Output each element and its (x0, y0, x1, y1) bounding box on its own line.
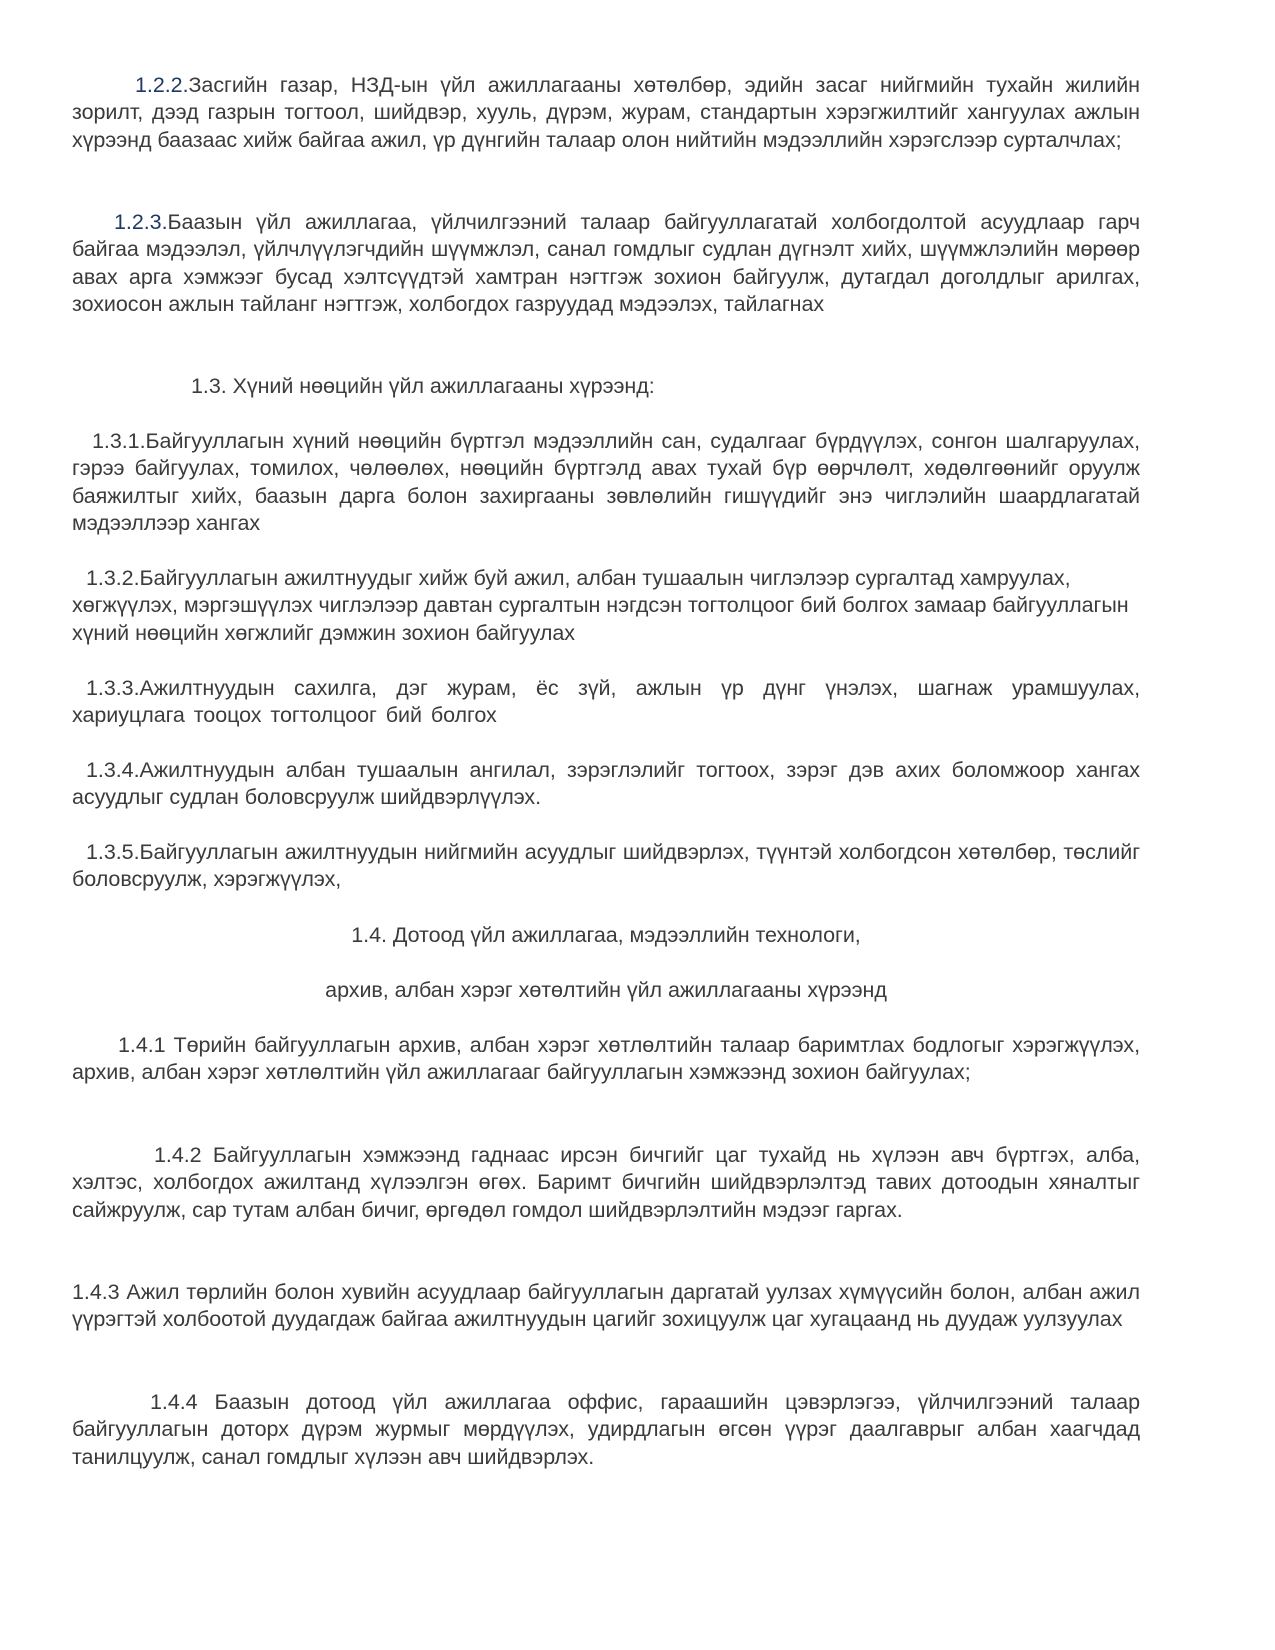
paragraph-text: Засгийн газар, НЗД-ын үйл ажиллагааны хөтөлбөр, эдийн засаг нийгмийн тухайн жилийн зорилт, дээд газрын тогтоол, шийдвэр, хууль, дүрэм, журам, стандартын хэрэгжилтийг хангуулах ажлын хүрээнд баазаас хийж байгаа ажил, үр дүнгийн талаар олон нийтийн мэдээллийн хэрэгслээр сурталчлах; (72, 73, 1140, 152)
paragraph-1-4-2 (72, 1142, 1140, 1224)
section-number: 1.2.2. (135, 73, 189, 97)
section-heading: архив, албан хэрэг хөтөлтийн үйл ажиллагааны хүрээнд (325, 978, 887, 1002)
section-number: 1.2.3. (114, 210, 168, 234)
heading-1-3 (72, 373, 1140, 400)
paragraph-text: 1.4.3 Ажил төрлийн болон хувийн асуудлаар байгууллагын даргатай уулзах хүмүүсийн болон, албан ажил үүрэгтэй холбоотой дуудагдаж байгаа ажилтнуудын цагийг зохицуулж цаг хугацаанд нь дуудаж уулзуулах (72, 1280, 1140, 1332)
paragraph-1-3-4 (72, 757, 1140, 812)
paragraph-text: Баазын үйл ажиллагаа, үйлчилгээний талаар байгууллагатай холбогдолтой асуудлаар гарч байгаа мэдээлэл, үйлчлүүлэгчдийн шүүмжлэл, санал гомдлыг судлан дүгнэлт хийх, шүүмжлэлийн мөрөөр авах арга хэмжээг бусад хэлтсүүдтэй хамтран нэгтгэж зохион байгуулж, дутагдал доголдлыг арилгах, зохиосон ажлын тайланг нэгтгэж, холбогдох газруудад мэдээлэх, тайлагнах (72, 210, 1140, 317)
section-heading: 1.3. Хүний нөөцийн үйл ажиллагааны хүрээнд: (191, 374, 655, 398)
section-heading: 1.4. Дотоод үйл ажиллагаа, мэдээллийн технологи, (351, 923, 861, 947)
paragraph-1-2-2 (72, 72, 1140, 154)
paragraph-text: 1.4.4 Баазын дотоод үйл ажиллагаа оффис, гараашийн цэвэрлэгээ, үйлчилгээний талаар байгууллагын доторх дүрэм журмыг мөрдүүлэх, удирдлагын өгсөн үүрэг даалгаврыг албан хаагчдад танилцуулж, санал гомдлыг хүлээн авч шийдвэрлэх. (72, 1390, 1140, 1469)
paragraph-1-3-3 (72, 675, 1140, 730)
heading-1-4-continued (72, 977, 1140, 1004)
paragraph-text: 1.3.5.Байгууллагын ажилтнуудын нийгмийн асуудлыг шийдвэрлэх, түүнтэй холбогдсон хөтөлбөр, төслийг боловсруулж, хэрэгжүүлэх, (72, 840, 1140, 892)
paragraph-1-3-2 (72, 565, 1140, 647)
paragraph-text: 1.3.3.Ажилтнуудын сахилга, дэг журам, ёс зүй, ажлын үр дүнг үнэлэх, шагнаж урамшуулах, хариуцлага тооцох тогтолцоог бий болгох (72, 676, 1140, 728)
paragraph-1-3-1 (72, 428, 1140, 538)
paragraph-1-4-4 (72, 1389, 1140, 1471)
paragraph-text: 1.4.2 Байгууллагын хэмжээнд гаднаас ирсэн бичгийг цаг тухайд нь хүлээн авч бүртгэх, алба, хэлтэс, холбогдох ажилтанд хүлээлгэн өгөх. Баримт бичгийн шийдвэрлэлтэд тавих дотоодын хяналтыг сайжруулж, сар тутам албан бичиг, өргөдөл гомдол шийдвэрлэлтийн мэдээг гаргах. (72, 1143, 1140, 1222)
paragraph-1-3-5 (72, 839, 1140, 894)
paragraph-text: 1.3.4.Ажилтнуудын албан тушаалын ангилал, зэрэглэлийг тогтоох, зэрэг дэв ахих боломжоор хангах асуудлыг судлан боловсруулж шийдвэрлүүлэх. (72, 758, 1140, 810)
paragraph-1-2-3 (72, 209, 1140, 319)
paragraph-1-4-3 (72, 1279, 1140, 1334)
paragraph-text: 1.3.2.Байгууллагын ажилтнуудыг хийж буй ажил, албан тушаалын чиглэлээр сургалтад хамруулах, хөгжүүлэх, мэргэшүүлэх чиглэлээр давтан сургалтын нэгдсэн тогтолцоог бий болгох замаар байгууллагын хүний нөөцийн хөгжлийг дэмжин зохион байгуулах (72, 566, 1129, 645)
paragraph-text: 1.3.1.Байгууллагын хүний нөөцийн бүртгэл мэдээллийн сан, судалгааг бүрдүүлэх, сонгон шалгаруулах, гэрээ байгуулах, томилох, чөлөөлөх, нөөцийн бүртгэлд авах тухай бүр өөрчлөлт, хөдөлгөөнийг оруулж баяжилтыг хийх, баазын дарга болон захиргааны зөвлөлийн гишүүдийг энэ чиглэлийн шаардлагатай мэдээллээр хангах (72, 429, 1140, 536)
heading-1-4 (72, 922, 1140, 949)
paragraph-1-4-1 (72, 1032, 1140, 1087)
paragraph-text: 1.4.1 Төрийн байгууллагын архив, албан хэрэг хөтлөлтийн талаар баримтлах бодлогыг хэрэгжүүлэх, архив, албан хэрэг хөтлөлтийн үйл ажиллагааг байгууллагын хэмжээнд зохион байгуулах; (72, 1033, 1140, 1085)
